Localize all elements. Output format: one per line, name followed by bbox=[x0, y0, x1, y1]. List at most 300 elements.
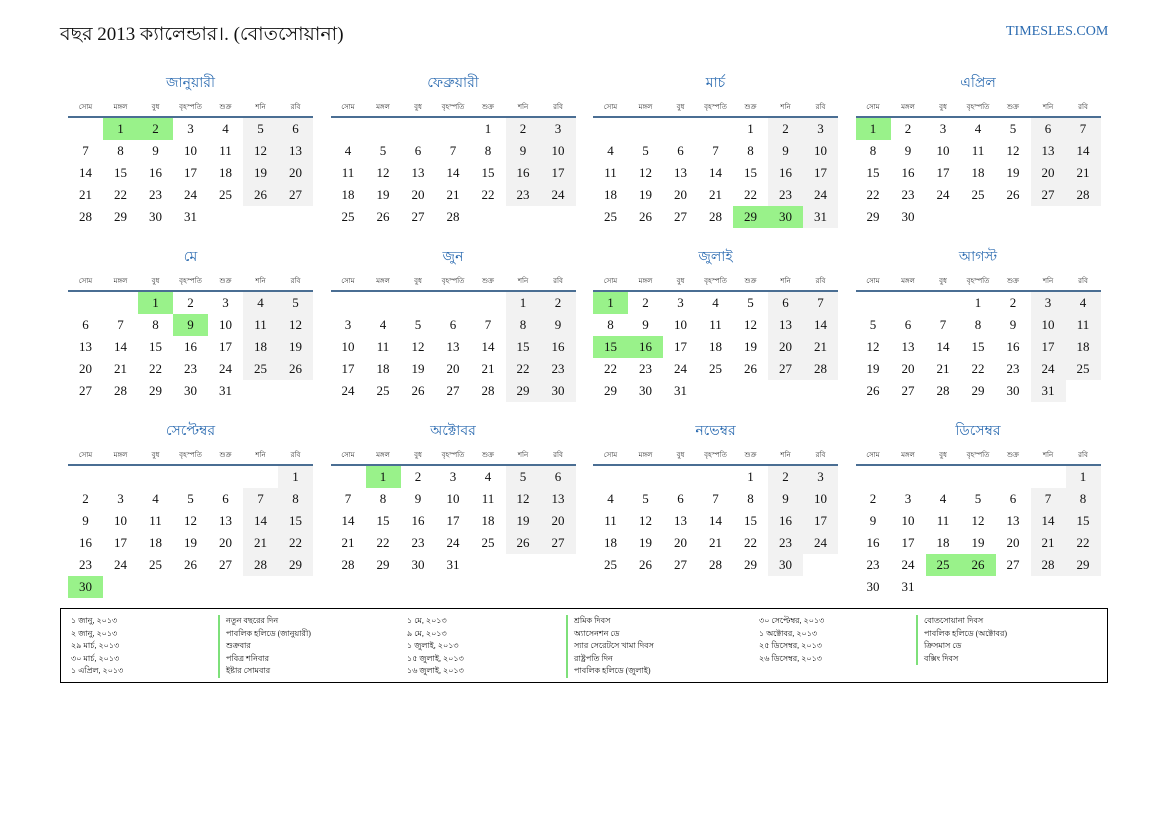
day-cell: 7 bbox=[82, 143, 89, 158]
weekday-label: বুধ bbox=[939, 451, 947, 459]
weekday-label: শুক্র bbox=[744, 277, 757, 285]
day-cell: 3 bbox=[1031, 292, 1066, 314]
day-cell: 3 bbox=[222, 295, 229, 310]
day-cell: 26 bbox=[278, 358, 313, 380]
day-cell: 16 bbox=[768, 510, 803, 532]
day-cell: 28 bbox=[709, 209, 722, 224]
weekday-label: মঙ্গল bbox=[113, 103, 128, 111]
day-cell: 19 bbox=[506, 510, 541, 532]
day-cell: 17 bbox=[901, 535, 915, 550]
weekday-label: বুধ bbox=[676, 277, 685, 285]
empty-cell bbox=[68, 292, 103, 314]
holiday-date: ১ জুলাই, ২০১৩ bbox=[407, 641, 459, 650]
day-cell: 10 bbox=[936, 143, 950, 158]
empty-cell bbox=[471, 292, 506, 314]
day-cell: 25 bbox=[149, 557, 162, 572]
empty-cell bbox=[366, 118, 401, 140]
day-cell: 8 bbox=[974, 317, 982, 332]
day-cell: 6 bbox=[449, 317, 457, 332]
day-cell: 13 bbox=[1006, 513, 1020, 528]
day-cell: 26 bbox=[866, 383, 880, 398]
empty-cell bbox=[436, 118, 471, 140]
weekday-label: রবি bbox=[1078, 103, 1088, 111]
weekday-label: বৃহস্পতি bbox=[966, 277, 990, 285]
day-cell: 4 bbox=[1066, 292, 1101, 314]
month-name: জানুয়ারী bbox=[166, 76, 215, 91]
weekday-label: শুক্র bbox=[482, 103, 494, 111]
day-cell: 26 bbox=[243, 184, 278, 206]
day-cell: 17 bbox=[446, 513, 460, 528]
day-cell: 29 bbox=[971, 383, 985, 398]
holiday-day-cell: 1 bbox=[593, 292, 628, 314]
holiday-day-cell: 2 bbox=[138, 118, 173, 140]
day-cell: 6 bbox=[414, 143, 422, 158]
day-cell: 18 bbox=[243, 336, 278, 358]
empty-cell bbox=[593, 118, 628, 140]
holiday-name: রাষ্ট্রপতি দিন bbox=[566, 653, 654, 666]
day-cell: 8 bbox=[278, 488, 313, 510]
weekday-label: সোম bbox=[78, 103, 93, 111]
weekday-header bbox=[331, 443, 576, 466]
day-cell: 8 bbox=[484, 143, 492, 158]
weekday-label: রবি bbox=[290, 451, 301, 459]
day-cell: 5 bbox=[187, 491, 194, 506]
holiday-day-cell: 25 bbox=[926, 554, 961, 576]
day-cell: 18 bbox=[219, 165, 232, 180]
day-cell: 22 bbox=[1066, 532, 1101, 554]
weekday-label: মঙ্গল bbox=[638, 451, 653, 459]
day-cell: 15 bbox=[114, 165, 127, 180]
day-cell: 5 bbox=[414, 317, 422, 332]
day-cell: 23 bbox=[149, 187, 162, 202]
day-cell: 21 bbox=[79, 187, 92, 202]
page-title: বছর 2013 ক্যালেন্ডার।. (বোতসোয়ানা) bbox=[60, 24, 344, 45]
day-grid bbox=[856, 292, 1101, 402]
day-cell: 27 bbox=[768, 358, 803, 380]
day-cell: 7 bbox=[939, 317, 947, 332]
day-cell: 20 bbox=[768, 336, 803, 358]
day-cell: 8 bbox=[869, 143, 877, 158]
day-cell: 4 bbox=[152, 491, 159, 506]
holiday-day-cell: 9 bbox=[173, 314, 208, 336]
day-cell: 29 bbox=[1066, 554, 1101, 576]
day-cell: 24 bbox=[114, 557, 127, 572]
day-cell: 15 bbox=[971, 339, 985, 354]
weekday-label: বৃহস্পতি bbox=[704, 277, 727, 285]
day-cell: 26 bbox=[376, 209, 390, 224]
weekday-label: বৃহস্পতি bbox=[441, 103, 465, 111]
day-cell: 3 bbox=[117, 491, 124, 506]
day-cell: 24 bbox=[219, 361, 232, 376]
empty-cell bbox=[68, 118, 103, 140]
day-cell: 3 bbox=[449, 469, 457, 484]
day-cell: 28 bbox=[114, 383, 127, 398]
day-cell: 26 bbox=[411, 383, 425, 398]
day-cell: 4 bbox=[607, 491, 614, 506]
day-cell: 24 bbox=[341, 383, 355, 398]
holiday-day-cell: 1 bbox=[103, 118, 138, 140]
month-name: জুন bbox=[442, 250, 464, 265]
day-cell: 31 bbox=[901, 579, 915, 594]
empty-cell bbox=[331, 292, 366, 314]
day-cell: 24 bbox=[936, 187, 950, 202]
weekday-label: বুধ bbox=[151, 277, 160, 285]
day-cell: 10 bbox=[184, 143, 197, 158]
day-cell: 2 bbox=[642, 295, 649, 310]
day-cell: 24 bbox=[901, 557, 915, 572]
weekday-label: শুক্র bbox=[219, 277, 232, 285]
day-cell: 17 bbox=[219, 339, 232, 354]
day-cell: 28 bbox=[1066, 184, 1101, 206]
day-cell: 4 bbox=[484, 469, 492, 484]
day-cell: 14 bbox=[709, 513, 722, 528]
day-cell: 4 bbox=[607, 143, 614, 158]
day-cell: 16 bbox=[768, 162, 803, 184]
day-cell: 30 bbox=[149, 209, 162, 224]
day-cell: 22 bbox=[866, 187, 880, 202]
day-cell: 10 bbox=[114, 513, 127, 528]
weekday-label: শুক্র bbox=[1007, 277, 1019, 285]
day-cell: 10 bbox=[901, 513, 915, 528]
day-cell: 15 bbox=[278, 510, 313, 532]
holiday-date: ১৫ জুলাই, ২০১৩ bbox=[407, 653, 464, 663]
day-cell: 21 bbox=[446, 187, 460, 202]
empty-cell bbox=[926, 292, 961, 314]
holiday-day-cell: 16 bbox=[628, 336, 663, 358]
holiday-date: ২৯ মার্চ, ২০১৩ bbox=[71, 641, 120, 650]
day-cell: 2 bbox=[768, 118, 803, 140]
day-cell: 30 bbox=[541, 380, 576, 402]
day-cell: 21 bbox=[243, 532, 278, 554]
day-cell: 3 bbox=[344, 317, 352, 332]
weekday-label: মঙ্গল bbox=[113, 451, 128, 459]
day-cell: 23 bbox=[184, 361, 197, 376]
day-cell: 10 bbox=[219, 317, 232, 332]
day-cell: 21 bbox=[1031, 532, 1066, 554]
day-cell: 19 bbox=[971, 535, 985, 550]
day-cell: 31 bbox=[219, 383, 232, 398]
day-cell: 27 bbox=[219, 557, 232, 572]
day-cell: 25 bbox=[604, 209, 617, 224]
day-grid bbox=[331, 118, 576, 228]
weekday-label: রবি bbox=[1078, 277, 1088, 285]
day-cell: 24 bbox=[674, 361, 687, 376]
day-cell: 6 bbox=[278, 118, 313, 140]
holiday-date: ১ অক্টোবর, ২০১৩ bbox=[759, 628, 818, 638]
holiday-name: স্যার সেরেটসে খামা দিবস bbox=[566, 640, 654, 653]
day-cell: 13 bbox=[674, 165, 687, 180]
day-cell: 19 bbox=[411, 361, 425, 376]
weekday-header bbox=[331, 95, 576, 118]
empty-cell bbox=[996, 466, 1031, 488]
day-cell: 17 bbox=[803, 162, 838, 184]
day-cell: 2 bbox=[414, 469, 422, 484]
day-cell: 16 bbox=[866, 535, 880, 550]
day-cell: 16 bbox=[541, 336, 576, 358]
weekday-label: বৃহস্পতি bbox=[441, 451, 465, 459]
day-cell: 21 bbox=[114, 361, 127, 376]
weekday-label: শনি bbox=[780, 277, 791, 285]
weekday-header bbox=[68, 269, 313, 292]
day-cell: 16 bbox=[411, 513, 425, 528]
day-cell: 24 bbox=[541, 184, 576, 206]
day-cell: 23 bbox=[79, 557, 92, 572]
weekday-label: বৃহস্পতি bbox=[966, 103, 990, 111]
day-cell: 20 bbox=[674, 187, 687, 202]
weekday-label: মঙ্গল bbox=[638, 103, 653, 111]
weekday-label: মঙ্গল bbox=[901, 103, 915, 111]
month-block bbox=[331, 247, 576, 402]
day-cell: 30 bbox=[1006, 383, 1020, 398]
month-name: এপ্রিল bbox=[960, 76, 996, 91]
holiday-date: ১৬ জুলাই, ২০১৩ bbox=[407, 666, 464, 675]
weekday-label: শুক্র bbox=[1007, 451, 1019, 459]
day-cell: 24 bbox=[803, 532, 838, 554]
empty-cell bbox=[961, 466, 996, 488]
holiday-date: ৯ মে, ২০১৩ bbox=[407, 628, 447, 638]
day-cell: 26 bbox=[639, 557, 652, 572]
day-cell: 23 bbox=[506, 184, 541, 206]
weekday-label: সোম bbox=[341, 451, 355, 459]
empty-cell bbox=[173, 466, 208, 488]
empty-cell bbox=[138, 466, 173, 488]
holiday-name: নতুন বছরের দিন bbox=[218, 615, 311, 628]
weekday-label: বৃহস্পতি bbox=[441, 277, 465, 285]
weekday-label: রবি bbox=[815, 103, 826, 111]
day-cell: 14 bbox=[243, 510, 278, 532]
day-cell: 20 bbox=[674, 535, 687, 550]
day-cell: 11 bbox=[936, 513, 950, 528]
day-cell: 8 bbox=[506, 314, 541, 336]
weekday-label: শনি bbox=[517, 103, 529, 111]
day-cell: 17 bbox=[341, 361, 355, 376]
weekday-label: বৃহস্পতি bbox=[704, 451, 727, 459]
day-cell: 5 bbox=[379, 143, 387, 158]
day-cell: 15 bbox=[744, 513, 757, 528]
day-cell: 8 bbox=[1066, 488, 1101, 510]
month-block bbox=[331, 421, 576, 576]
day-cell: 9 bbox=[642, 317, 649, 332]
day-cell: 11 bbox=[971, 143, 985, 158]
day-cell: 14 bbox=[936, 339, 950, 354]
weekday-label: সোম bbox=[866, 451, 880, 459]
day-cell: 18 bbox=[341, 187, 355, 202]
day-cell: 26 bbox=[639, 209, 652, 224]
day-cell: 18 bbox=[971, 165, 985, 180]
day-cell: 5 bbox=[506, 466, 541, 488]
day-cell: 22 bbox=[506, 358, 541, 380]
weekday-header bbox=[331, 269, 576, 292]
day-cell: 30 bbox=[901, 209, 915, 224]
day-cell: 22 bbox=[604, 361, 617, 376]
weekday-label: বুধ bbox=[414, 277, 422, 285]
day-cell: 11 bbox=[243, 314, 278, 336]
empty-cell bbox=[891, 292, 926, 314]
day-cell: 29 bbox=[604, 383, 617, 398]
day-cell: 2 bbox=[506, 118, 541, 140]
day-grid bbox=[856, 466, 1101, 598]
day-cell: 14 bbox=[341, 513, 355, 528]
month-name: সেপ্টেম্বর bbox=[165, 424, 216, 439]
holiday-date: ২৬ ডিসেম্বর, ২০১৩ bbox=[759, 653, 822, 663]
day-cell: 16 bbox=[901, 165, 915, 180]
day-cell: 9 bbox=[904, 143, 912, 158]
weekday-header bbox=[68, 443, 313, 466]
day-cell: 23 bbox=[768, 532, 803, 554]
day-cell: 9 bbox=[541, 314, 576, 336]
holiday-name: শুক্রবার bbox=[218, 640, 311, 653]
holiday-name: বোতসোয়ানা দিবস bbox=[916, 615, 1007, 628]
weekday-label: মঙ্গল bbox=[901, 277, 915, 285]
day-cell: 12 bbox=[243, 140, 278, 162]
day-cell: 4 bbox=[712, 295, 719, 310]
day-grid bbox=[331, 466, 576, 576]
weekday-label: শুক্র bbox=[744, 451, 757, 459]
day-cell: 27 bbox=[1006, 557, 1020, 572]
weekday-label: বৃহস্পতি bbox=[179, 451, 202, 459]
day-cell: 12 bbox=[639, 513, 652, 528]
day-cell: 31 bbox=[674, 383, 687, 398]
day-cell: 27 bbox=[674, 209, 687, 224]
day-cell: 1 bbox=[506, 292, 541, 314]
day-grid bbox=[68, 292, 313, 402]
weekday-label: বুধ bbox=[414, 451, 422, 459]
empty-cell bbox=[926, 466, 961, 488]
empty-cell bbox=[628, 118, 663, 140]
day-cell: 27 bbox=[674, 557, 687, 572]
day-cell: 12 bbox=[866, 339, 880, 354]
day-cell: 21 bbox=[803, 336, 838, 358]
day-cell: 2 bbox=[904, 121, 912, 136]
day-cell: 12 bbox=[639, 165, 652, 180]
day-cell: 22 bbox=[114, 187, 127, 202]
day-cell: 7 bbox=[1031, 488, 1066, 510]
holiday-dates-col-3 bbox=[759, 615, 824, 665]
day-cell: 22 bbox=[149, 361, 162, 376]
weekday-label: শুক্র bbox=[219, 103, 232, 111]
holiday-day-cell: 30 bbox=[768, 206, 803, 228]
weekday-label: শুক্র bbox=[482, 451, 494, 459]
day-cell: 19 bbox=[866, 361, 880, 376]
day-cell: 13 bbox=[768, 314, 803, 336]
day-cell: 27 bbox=[901, 383, 915, 398]
empty-cell bbox=[331, 118, 366, 140]
weekday-label: শনি bbox=[255, 103, 266, 111]
day-cell: 25 bbox=[604, 557, 617, 572]
day-cell: 3 bbox=[803, 118, 838, 140]
holiday-day-cell: 26 bbox=[961, 554, 996, 576]
day-cell: 20 bbox=[1006, 535, 1020, 550]
day-cell: 6 bbox=[82, 317, 89, 332]
weekday-label: মঙ্গল bbox=[376, 451, 390, 459]
day-cell: 29 bbox=[114, 209, 127, 224]
empty-cell bbox=[366, 292, 401, 314]
weekday-label: বুধ bbox=[676, 451, 685, 459]
weekday-label: বৃহস্পতি bbox=[179, 103, 202, 111]
day-cell: 5 bbox=[243, 118, 278, 140]
day-cell: 12 bbox=[411, 339, 425, 354]
day-cell: 31 bbox=[446, 557, 460, 572]
weekday-label: বুধ bbox=[939, 103, 947, 111]
day-cell: 13 bbox=[219, 513, 232, 528]
day-cell: 8 bbox=[607, 317, 614, 332]
day-cell: 21 bbox=[936, 361, 950, 376]
day-cell: 11 bbox=[604, 165, 617, 180]
day-cell: 12 bbox=[184, 513, 197, 528]
day-cell: 4 bbox=[379, 317, 387, 332]
day-cell: 23 bbox=[411, 535, 425, 550]
day-cell: 13 bbox=[278, 140, 313, 162]
holiday-name: ইষ্টার সোমবার bbox=[218, 665, 311, 678]
day-cell: 25 bbox=[376, 383, 390, 398]
day-cell: 4 bbox=[243, 292, 278, 314]
empty-cell bbox=[103, 292, 138, 314]
holiday-name: বক্সিং দিবস bbox=[916, 653, 1007, 666]
day-cell: 9 bbox=[414, 491, 422, 506]
day-cell: 26 bbox=[744, 361, 757, 376]
day-cell: 22 bbox=[744, 535, 757, 550]
weekday-label: বৃহস্পতি bbox=[704, 103, 727, 111]
weekday-label: বুধ bbox=[151, 451, 160, 459]
day-cell: 2 bbox=[768, 466, 803, 488]
day-cell: 17 bbox=[1031, 336, 1066, 358]
weekday-label: মঙ্গল bbox=[638, 277, 653, 285]
holiday-day-cell: 29 bbox=[733, 206, 768, 228]
holiday-day-cell: 15 bbox=[593, 336, 628, 358]
day-cell: 7 bbox=[449, 143, 457, 158]
month-block bbox=[856, 247, 1101, 402]
day-grid bbox=[593, 466, 838, 576]
month-block bbox=[331, 73, 576, 228]
day-cell: 10 bbox=[446, 491, 460, 506]
holiday-name: পবিত্র শনিবার bbox=[218, 653, 311, 666]
weekday-header bbox=[856, 443, 1101, 466]
month-name: মার্চ bbox=[705, 76, 726, 91]
weekday-label: শনি bbox=[1042, 451, 1054, 459]
day-cell: 26 bbox=[184, 557, 197, 572]
day-cell: 19 bbox=[639, 535, 652, 550]
weekday-label: বুধ bbox=[676, 103, 685, 111]
day-cell: 7 bbox=[803, 292, 838, 314]
day-cell: 26 bbox=[506, 532, 541, 554]
day-cell: 19 bbox=[243, 162, 278, 184]
day-cell: 17 bbox=[936, 165, 950, 180]
weekday-header bbox=[593, 95, 838, 118]
day-cell: 7 bbox=[243, 488, 278, 510]
month-block bbox=[593, 421, 838, 576]
day-cell: 7 bbox=[712, 143, 719, 158]
day-cell: 27 bbox=[411, 209, 425, 224]
day-cell: 22 bbox=[971, 361, 985, 376]
day-cell: 29 bbox=[278, 554, 313, 576]
weekday-label: বুধ bbox=[939, 277, 947, 285]
empty-cell bbox=[856, 466, 891, 488]
site-link[interactable]: TIMESLES.COM bbox=[1006, 24, 1109, 39]
day-cell: 13 bbox=[79, 339, 92, 354]
weekday-label: সোম bbox=[78, 277, 93, 285]
day-cell: 25 bbox=[481, 535, 495, 550]
weekday-label: সোম bbox=[866, 103, 880, 111]
day-cell: 11 bbox=[219, 143, 232, 158]
day-cell: 20 bbox=[278, 162, 313, 184]
weekday-label: শনি bbox=[1042, 277, 1054, 285]
day-cell: 14 bbox=[481, 339, 495, 354]
day-cell: 14 bbox=[79, 165, 92, 180]
empty-cell bbox=[663, 466, 698, 488]
day-cell: 5 bbox=[278, 292, 313, 314]
day-cell: 9 bbox=[1009, 317, 1017, 332]
day-cell: 25 bbox=[219, 187, 232, 202]
